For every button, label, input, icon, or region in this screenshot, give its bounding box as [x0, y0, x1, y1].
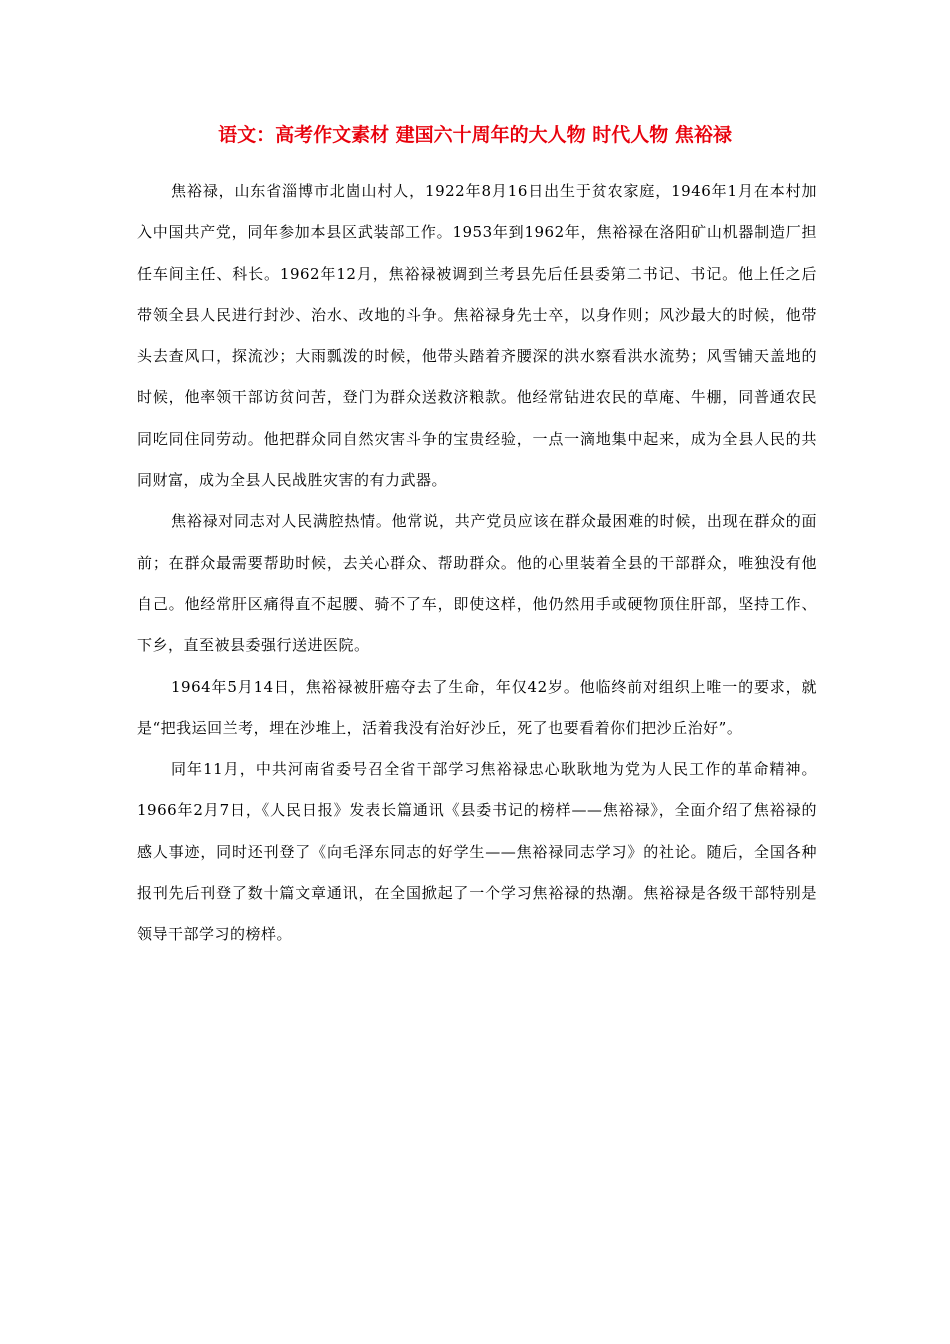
document-title: 语文：高考作文素材 建国六十周年的大人物 时代人物 焦裕禄: [218, 124, 732, 146]
paragraph-1: 焦裕禄，山东省淄博市北崮山村人，1922年8月16日出生于贫农家庭，1946年1月在本村加入中国共产党，同年参加本县区武装部工作。1953年到1962年，焦裕禄在洛阳矿山机器制造厂担任车间主任、科长。1962年12月，焦裕禄被调到兰考县先后任县委第二书记、书记。他上任之后带领全县人民进行封沙、治水、改地的斗争。焦裕禄身先士卒，以身作则；风沙最大的时候，他带头去查风口，探流沙；大雨瓢泼的时候，他带头踏着齐腰深的洪水察看洪水流势；风雪铺天盖地的时候，他率领干部访贫问苦，登门为群众送救济粮款。他经常钻进农民的草庵、牛棚，同普通农民同吃同住同劳动。他把群众同自然灾害斗争的宝贵经验，一点一滴地集中起来，成为全县人民的共同财富，成为全县人民战胜灾害的有力武器。: [137, 182, 817, 490]
paragraph-3: 1964年5月14日，焦裕禄被肝癌夺去了生命，年仅42岁。他临终前对组织上唯一的要求，就是“把我运回兰考，埋在沙堆上，活着我没有治好沙丘，死了也要看着你们把沙丘治好”。: [137, 677, 817, 737]
paragraph-2: 焦裕禄对同志对人民满腔热情。他常说，共产党员应该在群众最困难的时候，出现在群众的面前；在群众最需要帮助时候，去关心群众、帮助群众。他的心里装着全县的干部群众，唯独没有他自己。他经常肝区痛得直不起腰、骑不了车，即使这样，他仍然用手或硬物顶住肝部，坚持工作、下乡，直至被县委强行送进医院。: [137, 512, 817, 655]
paragraph-4: 同年11月，中共河南省委号召全省干部学习焦裕禄忠心耿耿地为党为人民工作的革命精神。1966年2月7日，《人民日报》发表长篇通讯《县委书记的榜样——焦裕禄》，全面介绍了焦裕禄的感人事迹，同时还刊登了《向毛泽东同志的好学生——焦裕禄同志学习》的社论。随后，全国各种报刊先后刊登了数十篇文章通讯，在全国掀起了一个学习焦裕禄的热潮。焦裕禄是各级干部特别是领导干部学习的榜样。: [137, 760, 817, 944]
document-body: [137, 171, 817, 956]
